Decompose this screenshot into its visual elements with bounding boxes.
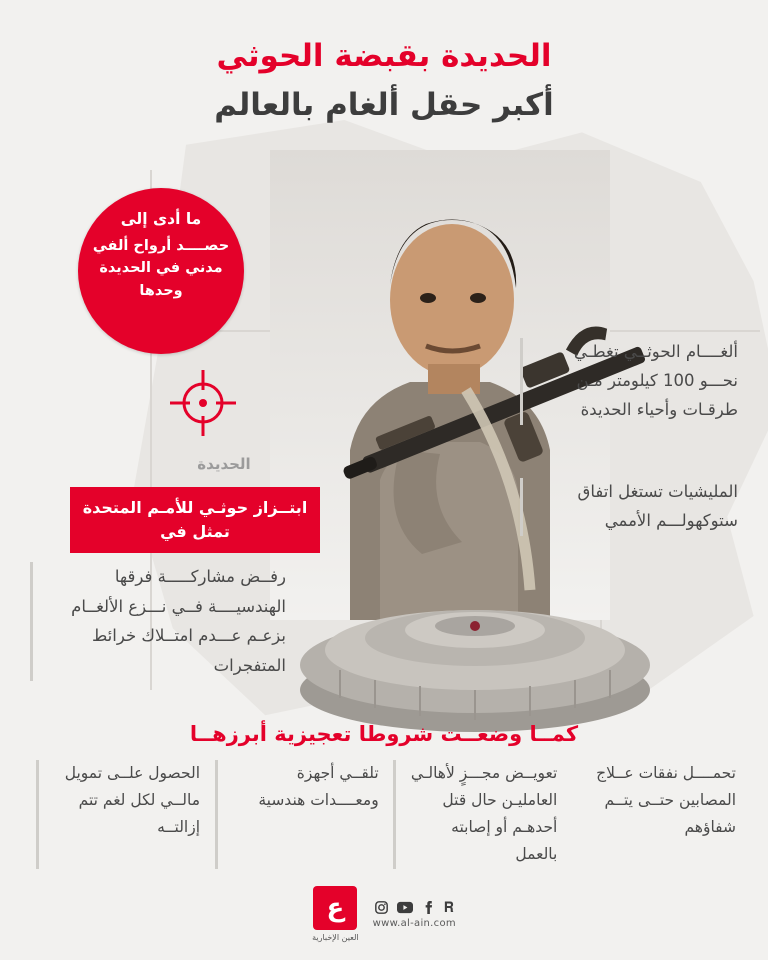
extortion-detail: رفــض مشاركـــــة فرقها الهندسيــــة فــي نـــزع الألغــام بزعـم عـــدم امتــلاك خرائط المتفجرات — [30, 562, 286, 681]
facebook-icon[interactable] — [422, 901, 435, 914]
title-red: الحديدة بقبضة الحوثي — [216, 38, 552, 74]
conditions-row — [36, 760, 736, 869]
condition-compensation: تعويــض مجـــزٍ لأهالـي العامليـن حال قتل أحدهـم أو إصابته بالعمل — [393, 760, 557, 869]
crosshair-icon — [168, 368, 238, 438]
instagram-icon[interactable] — [375, 901, 388, 914]
logo-glyph: ع — [313, 886, 357, 930]
logo-caption: العين الإخبارية — [312, 933, 359, 942]
youtube-icon[interactable] — [397, 901, 413, 914]
impact-badge — [78, 188, 244, 354]
social-block — [373, 900, 456, 929]
condition-treatment-costs: تحمــــل نفقات عــلاج المصابين حتــى يتــم شفاؤهم — [596, 764, 736, 837]
social-icons — [375, 900, 454, 916]
fact-mines-coverage: ألغــــام الحوثــي تغطـي نحـــو 100 كيلومتر مـن طرقـات وأحياء الحديدة — [520, 338, 738, 425]
landmine-photo — [280, 540, 670, 740]
fact-stockholm-agreement: المليشيات تستغل اتفاق ستوكهولـــم الأممي — [520, 478, 738, 536]
condition-equipment: تلقــي أجهزة ومعــــدات هندسية — [215, 760, 379, 869]
extortion-banner: ابتــزاز حوثـي للأمـم المتحدة تمثل في — [70, 487, 320, 553]
twitter-icon[interactable]: 𝐑 — [443, 899, 454, 916]
impact-badge-text: حصــــد أرواح ألفي مدني في الحديدة وحدها — [92, 237, 230, 299]
site-url[interactable]: www.al-ain.com — [372, 917, 456, 929]
condition-funding: الحصول علــى تمويل مالــي لكل لغم تتم إزالتــه — [36, 760, 200, 869]
brand-logo — [312, 886, 359, 942]
impact-badge-heading: ما أدى إلى — [120, 210, 202, 228]
title-dark: أكبر حقل ألغام بالعالم — [214, 86, 554, 123]
conditions-heading: كمــا وضعــت شروطا تعجيزية أبرزهــا — [189, 722, 579, 746]
city-label: الحديدة — [197, 455, 251, 473]
page-title — [0, 36, 768, 128]
footer — [0, 886, 768, 942]
